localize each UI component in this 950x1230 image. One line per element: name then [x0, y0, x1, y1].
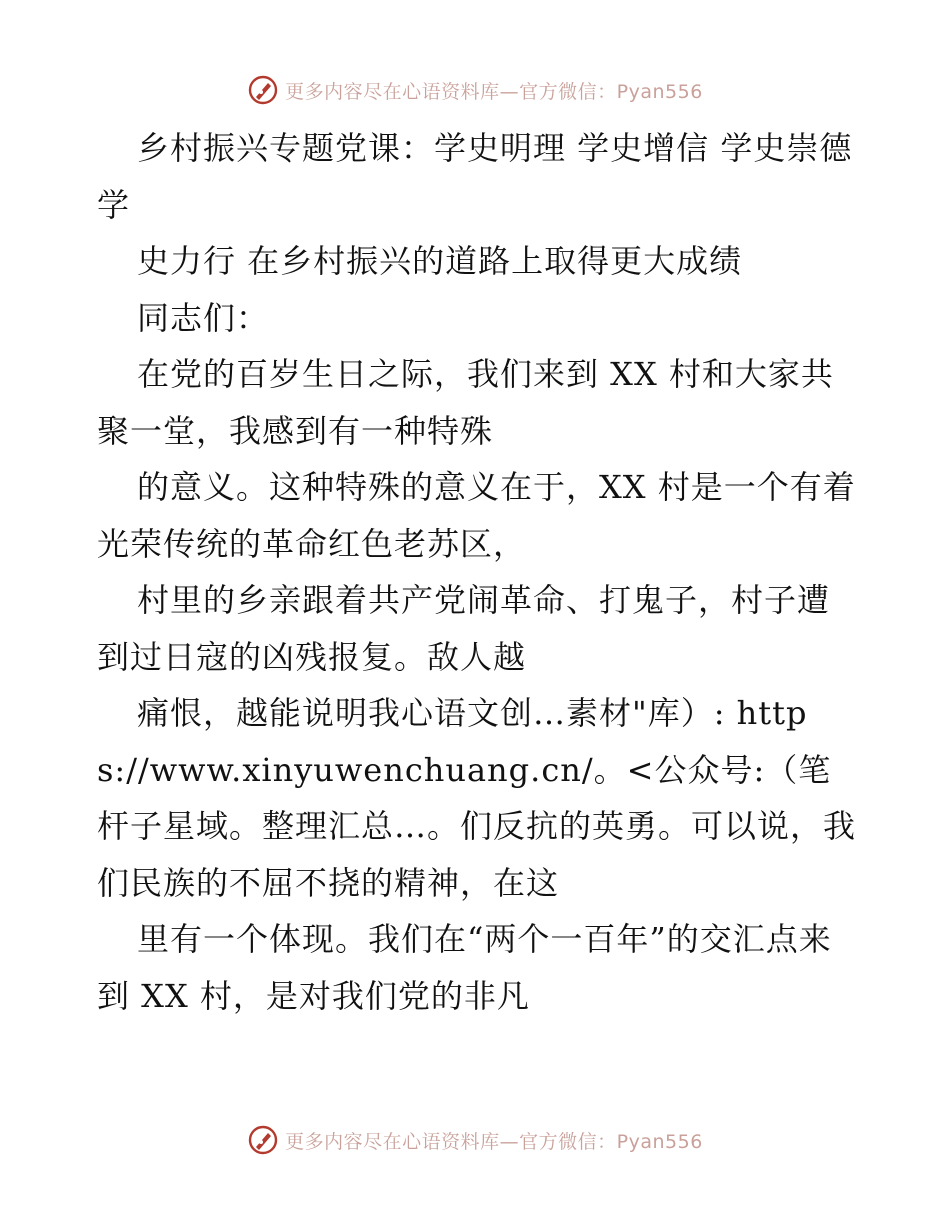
- document-body: [97, 120, 857, 1024]
- paragraph: 痛恨，越能说明我心语文创…素材"库）: https://www.xinyuwenchuang.cn/。<公众号:（笔杆子星域。整理汇总…。们反抗的英勇。可以说，我们民族的不屈不挠的精神，在这: [97, 694, 857, 902]
- header-banner-text: 更多内容尽在心语资料库—官方微信：Pyan556: [285, 80, 703, 103]
- paragraph: 里有一个体现。我们在“两个一百年”的交汇点来到 XX 村，是对我们党的非凡: [97, 920, 832, 1015]
- paragraph-title-continued: 史力行 在乡村振兴的道路上取得更大成绩: [137, 242, 743, 280]
- red-pen-seal-logo-icon: [247, 1124, 279, 1156]
- paragraph: 村里的乡亲跟着共产党闹革命、打鬼子，村子遭到过日寇的凶残报复。敌人越: [97, 581, 831, 676]
- paragraph: 在党的百岁生日之际，我们来到 XX 村和大家共聚一堂，我感到有一种特殊: [97, 355, 834, 450]
- paragraph-salutation: 同志们：: [137, 298, 270, 337]
- footer-banner: [0, 1120, 950, 1160]
- footer-banner-text: 更多内容尽在心语资料库—官方微信：Pyan556: [285, 1130, 703, 1153]
- header-banner: [0, 70, 950, 110]
- red-pen-seal-logo-icon: [247, 74, 279, 106]
- paragraph: 的意义。这种特殊的意义在于，XX 村是一个有着光荣传统的革命红色老苏区，: [97, 468, 856, 563]
- paragraph-title: 乡村振兴专题党课：学史明理 学史增信 学史崇德 学: [97, 129, 853, 224]
